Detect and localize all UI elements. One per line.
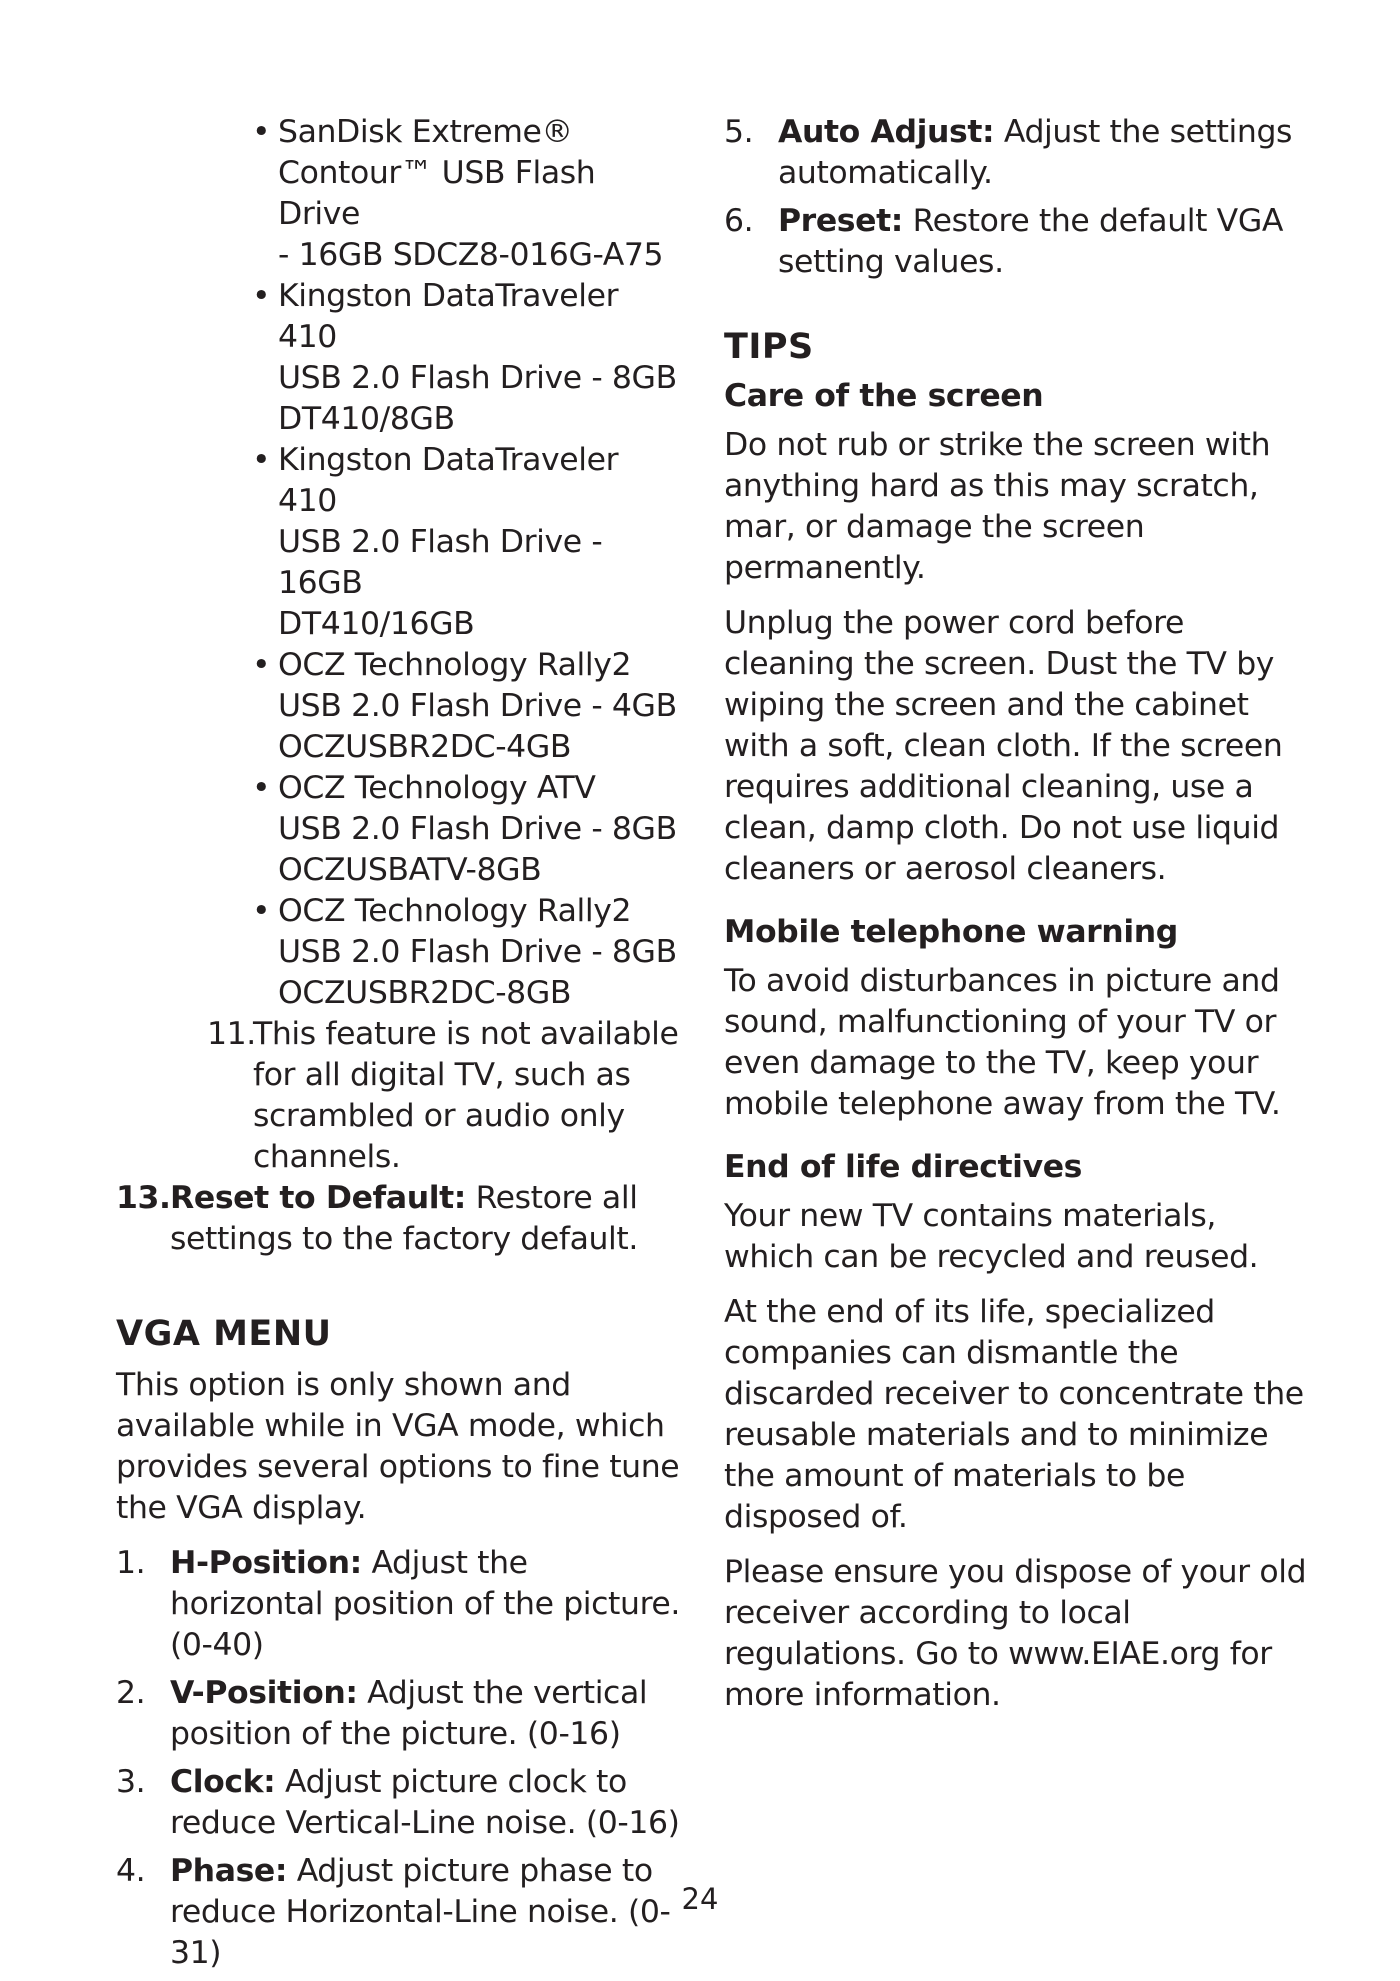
bullet-icon: • <box>252 893 271 929</box>
bullet-icon: • <box>252 647 271 683</box>
eol-paragraph-2: At the end of its life, specialized companies can dismantle the discarded receiver to concentrate the reusable materials and to minimize the amount of materials to be disposed of. <box>724 1294 1304 1535</box>
bullet-icon: • <box>252 278 271 314</box>
item-text: Restore all settings to the factory default. <box>170 1180 638 1257</box>
list-item-line: USB 2.0 Flash Drive - 8GB <box>278 934 677 970</box>
bullet-icon: • <box>252 114 271 150</box>
item-label: Reset to Default: <box>170 1180 466 1216</box>
section-heading-tips: TIPS <box>724 327 814 367</box>
vga-item-v-position <box>116 1673 686 1755</box>
item-number: 6. <box>724 203 754 239</box>
vga-item-h-position <box>116 1543 686 1666</box>
page-number: 24 <box>681 1882 719 1916</box>
usb-drive-list <box>116 112 686 1014</box>
item-number: 3. <box>116 1764 146 1800</box>
right-column <box>724 112 1314 1730</box>
list-item-line: DT410/8GB <box>278 401 455 437</box>
list-item <box>252 891 686 1014</box>
list-item <box>252 112 686 276</box>
item-text: This feature is not available for all digital TV, such as scrambled or audio only channels. <box>253 1016 679 1175</box>
item-number: 11. <box>207 1016 256 1052</box>
item-number: 1. <box>116 1545 146 1581</box>
item-number: 13. <box>116 1180 171 1216</box>
item-text: Adjust the horizontal position of the picture. (0-40) <box>170 1545 681 1663</box>
subheading-care-of-screen: Care of the screen <box>724 378 1044 414</box>
list-item-line: USB 2.0 Flash Drive - 16GB <box>278 524 603 601</box>
care-paragraph-2: Unplug the power cord before cleaning the screen. Dust the TV by wiping the screen and the cabinet with a soft, clean cloth. If the screen requires additional cleaning, use a clean, damp cloth. Do not use liquid cleaners or aerosol cleaners. <box>724 605 1283 887</box>
list-item-line: OCZUSBATV-8GB <box>278 852 542 888</box>
care-paragraph-1: Do not rub or strike the screen with anything hard as this may scratch, mar, or damage the screen permanently. <box>724 427 1271 586</box>
list-item <box>252 440 686 645</box>
item-label: Phase: <box>170 1853 288 1889</box>
mobile-paragraph: To avoid disturbances in picture and sound, malfunctioning of your TV or even damage to the TV, keep your mobile telephone away from the TV. <box>724 963 1281 1122</box>
item-number: 5. <box>724 114 754 150</box>
item-text: Adjust picture clock to reduce Vertical-Line noise. (0-16) <box>170 1764 680 1841</box>
section-heading-vga-menu: VGA MENU <box>116 1314 332 1354</box>
vga-intro-paragraph: This option is only shown and available while in VGA mode, which provides several options to fine tune the VGA display. <box>116 1367 680 1526</box>
bullet-icon: • <box>252 770 271 806</box>
vga-item-auto-adjust <box>724 112 1314 194</box>
list-item-line: Contour™ USB Flash Drive <box>278 155 596 232</box>
item-number: 2. <box>116 1675 146 1711</box>
item-label: Clock: <box>170 1764 276 1800</box>
item-text: Adjust picture phase to reduce Horizontal-Line noise. (0-31) <box>170 1853 671 1971</box>
list-item-13 <box>116 1178 686 1260</box>
list-item-line: OCZUSBR2DC-4GB <box>278 729 572 765</box>
item-text: Adjust the vertical position of the picture. (0-16) <box>170 1675 648 1752</box>
vga-item-preset <box>724 201 1314 283</box>
list-item-line: USB 2.0 Flash Drive - 4GB <box>278 688 677 724</box>
list-item-line: OCZ Technology ATV <box>278 770 596 806</box>
item-number: 4. <box>116 1853 146 1889</box>
list-item <box>252 768 686 891</box>
item-label: V-Position: <box>170 1675 358 1711</box>
list-item-line: DT410/16GB <box>278 606 475 642</box>
item-label: H-Position: <box>170 1545 362 1581</box>
list-item-line: OCZUSBR2DC-8GB <box>278 975 572 1011</box>
subheading-mobile-telephone-warning: Mobile telephone warning <box>724 914 1178 950</box>
item-text: Restore the default VGA setting values. <box>778 203 1283 280</box>
item-label: Auto Adjust: <box>778 114 995 150</box>
item-label: Preset: <box>778 203 903 239</box>
vga-item-clock <box>116 1762 686 1844</box>
list-item-line: OCZ Technology Rally2 <box>278 647 632 683</box>
item-text: Adjust the settings automatically. <box>778 114 1293 191</box>
list-item-line: SanDisk Extreme® <box>278 114 573 150</box>
list-item-11 <box>207 1014 686 1178</box>
list-item-line: USB 2.0 Flash Drive - 8GB <box>278 360 677 396</box>
eol-paragraph-1: Your new TV contains materials, which can be recycled and reused. <box>724 1198 1259 1275</box>
list-item-line: - 16GB SDCZ8-016G-A75 <box>278 237 664 273</box>
bullet-icon: • <box>252 442 271 478</box>
left-column <box>116 112 686 1981</box>
list-item-line: Kingston DataTraveler 410 <box>278 442 619 519</box>
list-item <box>252 645 686 768</box>
subheading-end-of-life: End of life directives <box>724 1149 1083 1185</box>
list-item-line: USB 2.0 Flash Drive - 8GB <box>278 811 677 847</box>
list-item-line: Kingston DataTraveler 410 <box>278 278 619 355</box>
list-item <box>252 276 686 440</box>
eol-paragraph-3: Please ensure you dispose of your old receiver according to local regulations. Go to www.EIAE.org for more information. <box>724 1554 1307 1713</box>
list-item-line: OCZ Technology Rally2 <box>278 893 632 929</box>
